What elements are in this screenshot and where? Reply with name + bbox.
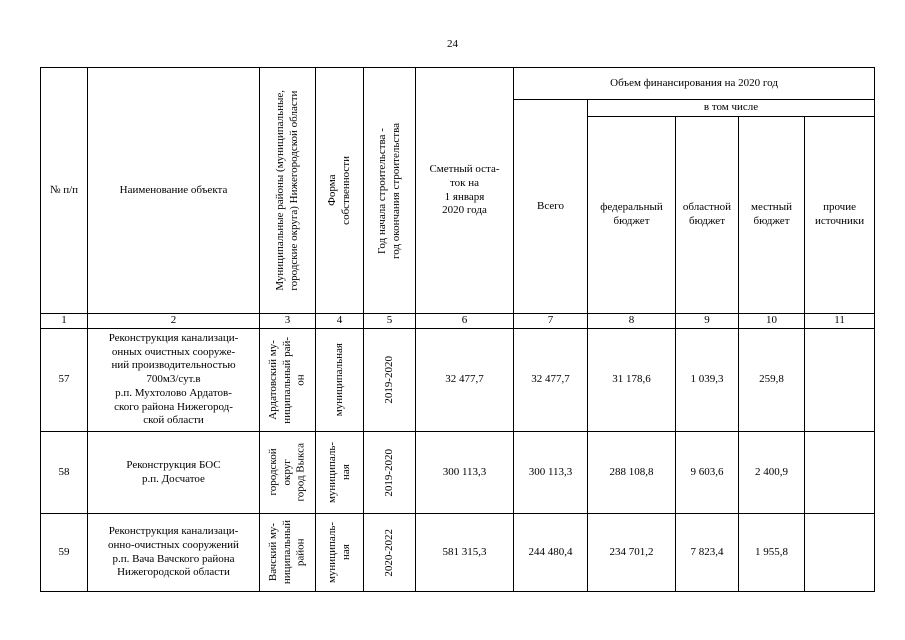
column-number: 10 <box>739 314 805 329</box>
object-name: Реконструкция канализаци- онных очистных сооруже- ний производительностью 700м3/сут.в р.п. Мухтолово Ардатов- ского района Нижегород- ской области <box>88 329 260 432</box>
header-federal: федеральный бюджет <box>588 117 676 314</box>
ownership-cell: муниципальная <box>316 329 364 432</box>
balance-cell: 32 477,7 <box>416 329 514 432</box>
ownership-cell: муниципаль- ная <box>316 514 364 592</box>
column-number: 3 <box>260 314 316 329</box>
header-including: в том числе <box>588 100 875 117</box>
other-cell <box>805 514 875 592</box>
total-cell: 244 480,4 <box>514 514 588 592</box>
row-num: 57 <box>41 329 88 432</box>
header-ownership: Форма собственности <box>316 68 364 314</box>
header-balance: Сметный оста- ток на 1 января 2020 года <box>416 68 514 314</box>
header-funding: Объем финансирования на 2020 год <box>514 68 875 100</box>
total-cell: 300 113,3 <box>514 432 588 514</box>
header-num: № п/п <box>41 68 88 314</box>
column-number: 7 <box>514 314 588 329</box>
object-name: Реконструкция БОС р.п. Досчатое <box>88 432 260 514</box>
table-row <box>41 329 875 432</box>
other-cell <box>805 432 875 514</box>
total-cell: 32 477,7 <box>514 329 588 432</box>
federal-cell: 234 701,2 <box>588 514 676 592</box>
object-name: Реконструкция канализаци- онно-очистных сооружений р.п. Вача Вачского района Нижегородской области <box>88 514 260 592</box>
header-other: прочие источники <box>805 117 875 314</box>
row-num: 58 <box>41 432 88 514</box>
header-local: местный бюджет <box>739 117 805 314</box>
header-name: Наименование объекта <box>88 68 260 314</box>
column-number-row <box>41 314 875 329</box>
column-number: 9 <box>676 314 739 329</box>
years-cell: 2019-2020 <box>364 329 416 432</box>
district-cell: городской округ город Выкса <box>260 432 316 514</box>
federal-cell: 288 108,8 <box>588 432 676 514</box>
table-row <box>41 432 875 514</box>
federal-cell: 31 178,6 <box>588 329 676 432</box>
column-number: 6 <box>416 314 514 329</box>
regional-cell: 9 603,6 <box>676 432 739 514</box>
ownership-cell: муниципаль- ная <box>316 432 364 514</box>
row-num: 59 <box>41 514 88 592</box>
regional-cell: 1 039,3 <box>676 329 739 432</box>
district-cell: Ардатовский му- ниципальный рай- он <box>260 329 316 432</box>
header-total: Всего <box>514 100 588 314</box>
local-cell: 1 955,8 <box>739 514 805 592</box>
header-district: Муниципальные районы (муниципальные, городские округа) Нижегородской области <box>260 68 316 314</box>
years-cell: 2020-2022 <box>364 514 416 592</box>
column-number: 5 <box>364 314 416 329</box>
page-number: 24 <box>447 38 458 50</box>
local-cell: 2 400,9 <box>739 432 805 514</box>
column-number: 8 <box>588 314 676 329</box>
financing-table <box>40 67 875 592</box>
header-years: Год начала строительства - год окончания строительства <box>364 68 416 314</box>
local-cell: 259,8 <box>739 329 805 432</box>
other-cell <box>805 329 875 432</box>
district-cell: Вачский му- ниципальный район <box>260 514 316 592</box>
column-number: 1 <box>41 314 88 329</box>
column-number: 11 <box>805 314 875 329</box>
regional-cell: 7 823,4 <box>676 514 739 592</box>
column-number: 4 <box>316 314 364 329</box>
header-regional: областной бюджет <box>676 117 739 314</box>
column-number: 2 <box>88 314 260 329</box>
years-cell: 2019-2020 <box>364 432 416 514</box>
table-row <box>41 514 875 592</box>
balance-cell: 581 315,3 <box>416 514 514 592</box>
balance-cell: 300 113,3 <box>416 432 514 514</box>
